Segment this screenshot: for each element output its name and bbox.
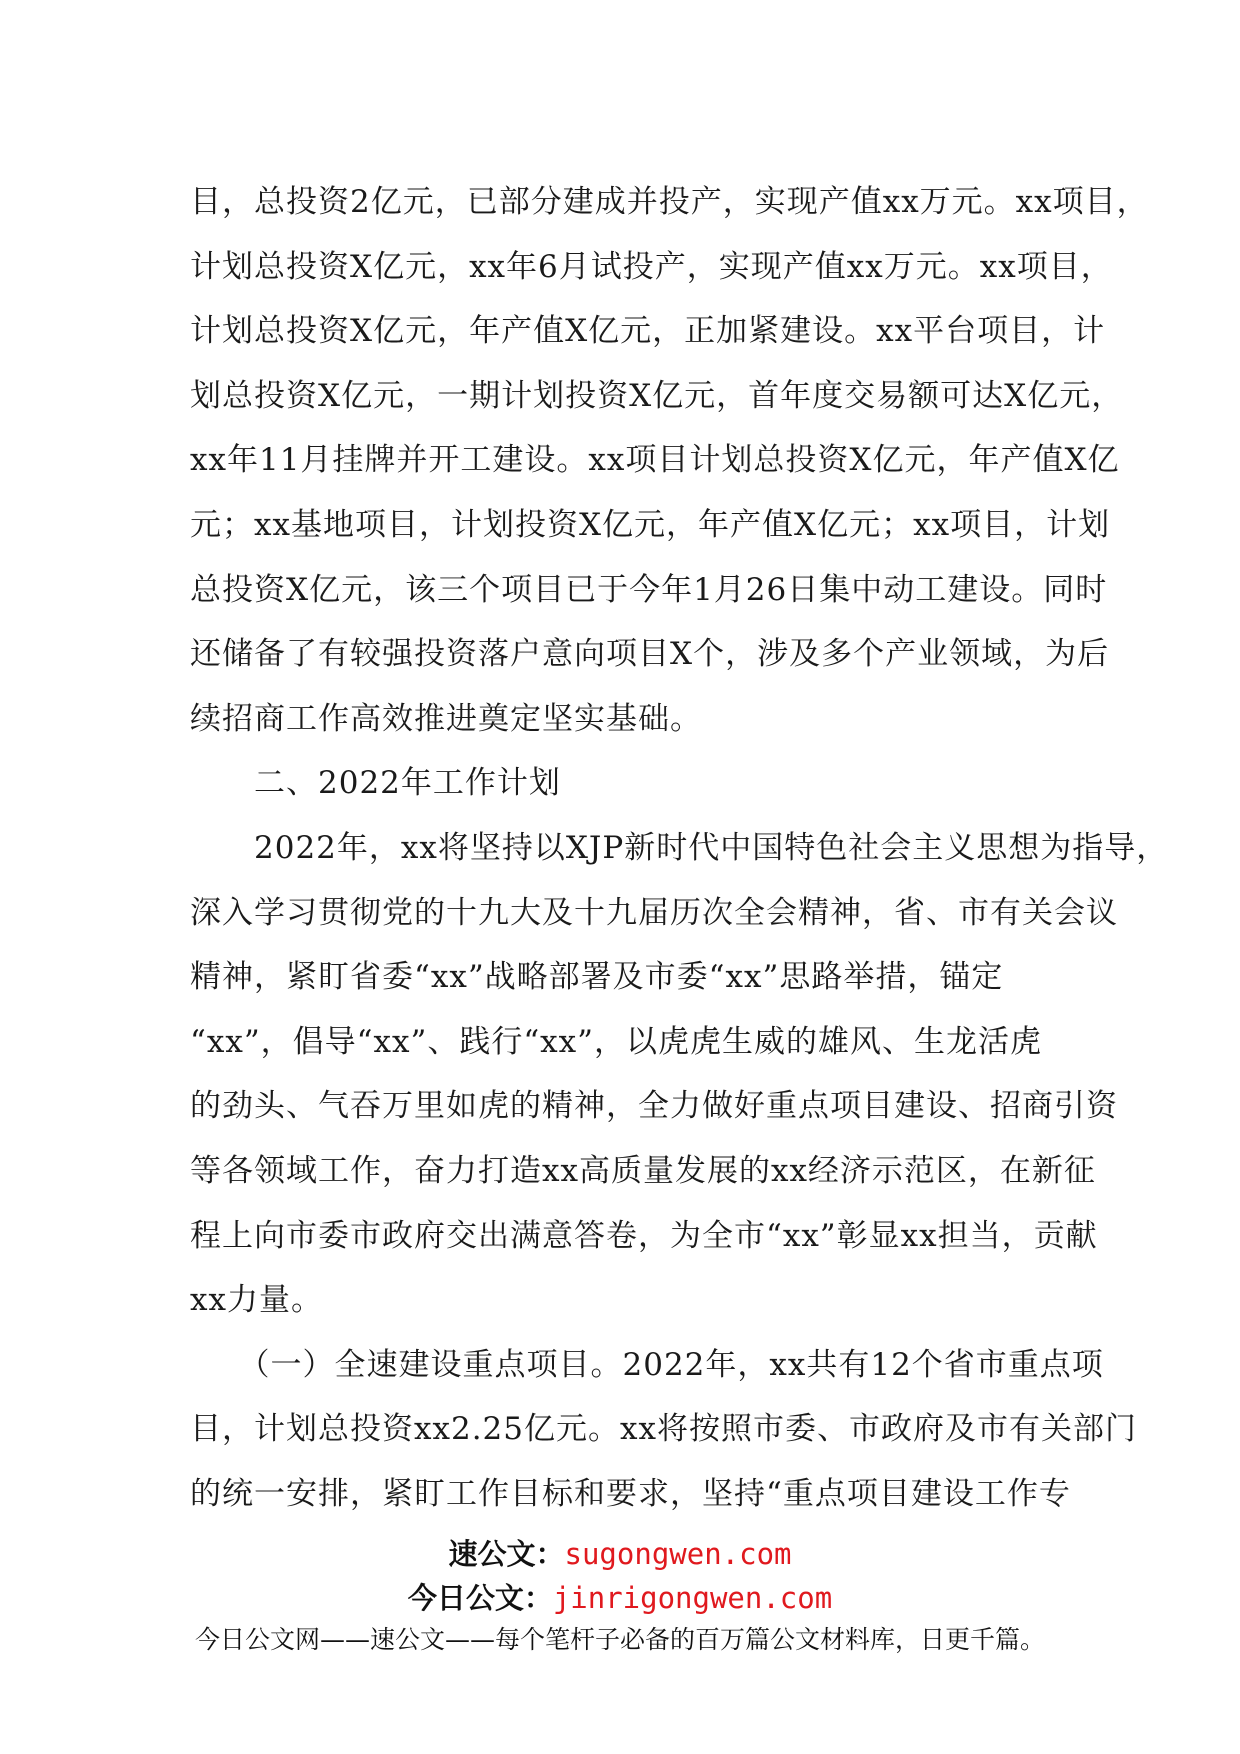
text-line: 续招商工作高效推进奠定坚实基础。 [190,700,702,737]
footer-site-2-link[interactable]: jinrigongwen.com [552,1581,833,1615]
text-line: “xx”，倡导“xx”、践行“xx”，以虎虎生威的雄风、生龙活虎 [190,1023,1042,1060]
text-line: 划总投资X亿元，一期计划投资X亿元，首年度交易额可达X亿元， [190,377,1124,414]
text-line: 的劲头、气吞万里如虎的精神，全力做好重点项目建设、招商引资 [190,1088,1118,1125]
text-line: 目，总投资2亿元，已部分建成并投产，实现产值xx万元。xx项目， [190,184,1149,220]
text-line: 2022年，xx将坚持以XJP新时代中国特色社会主义思想为指导， [190,829,1169,866]
footer-site-1-link[interactable]: sugongwen.com [564,1537,792,1571]
text-line: （一）全速建设重点项目。2022年，xx共有12个省市重点项 [190,1346,1104,1383]
text-line: 等各领域工作，奋力打造xx高质量发展的xx经济示范区，在新征 [190,1152,1096,1189]
section-heading: 二、2022年工作计划 [190,765,561,802]
text-line: 计划总投资X亿元，年产值X亿元，正加紧建设。xx平台项目，计 [190,313,1106,350]
footer-slogan [0,1620,1240,1656]
text-line: 计划总投资X亿元，xx年6月试投产，实现产值xx万元。xx项目， [190,248,1113,285]
text-line: 元；xx基地项目，计划投资X亿元，年产值X亿元；xx项目，计划 [190,506,1111,543]
text-line: 目，计划总投资xx2.25亿元。xx将按照市委、市政府及市有关部门 [190,1411,1137,1448]
footer-slogan-text: 今日公文网——速公文——每个笔杆子必备的百万篇公文材料库，日更千篇。 [194,1625,1045,1654]
text-line: 程上向市委市政府交出满意答卷，为全市“xx”彰显xx担当，贡献 [190,1217,1098,1254]
footer-site-1 [0,1532,1240,1573]
document-body [190,170,1169,1526]
text-line: 深入学习贯彻党的十九大及十九届历次全会精神，省、市有关会议 [190,894,1118,931]
text-line: 总投资X亿元，该三个项目已于今年1月26日集中动工建设。同时 [190,571,1108,608]
footer-site-1-label: 速公文： [448,1537,565,1571]
text-line: xx年11月挂牌并开工建设。xx项目计划总投资X亿元，年产值X亿 [190,442,1120,479]
text-line: 精神，紧盯省委“xx”战略部署及市委“xx”思路举措，锚定 [190,959,1004,996]
footer-site-2 [0,1576,1240,1617]
text-line: 的统一安排，紧盯工作目标和要求，坚持“重点项目建设工作专 [190,1475,1071,1512]
text-line: xx力量。 [190,1282,323,1319]
footer-site-2-label: 今日公文： [407,1581,553,1615]
text-line: 还储备了有较强投资落户意向项目X个，涉及多个产业领域，为后 [190,636,1110,673]
